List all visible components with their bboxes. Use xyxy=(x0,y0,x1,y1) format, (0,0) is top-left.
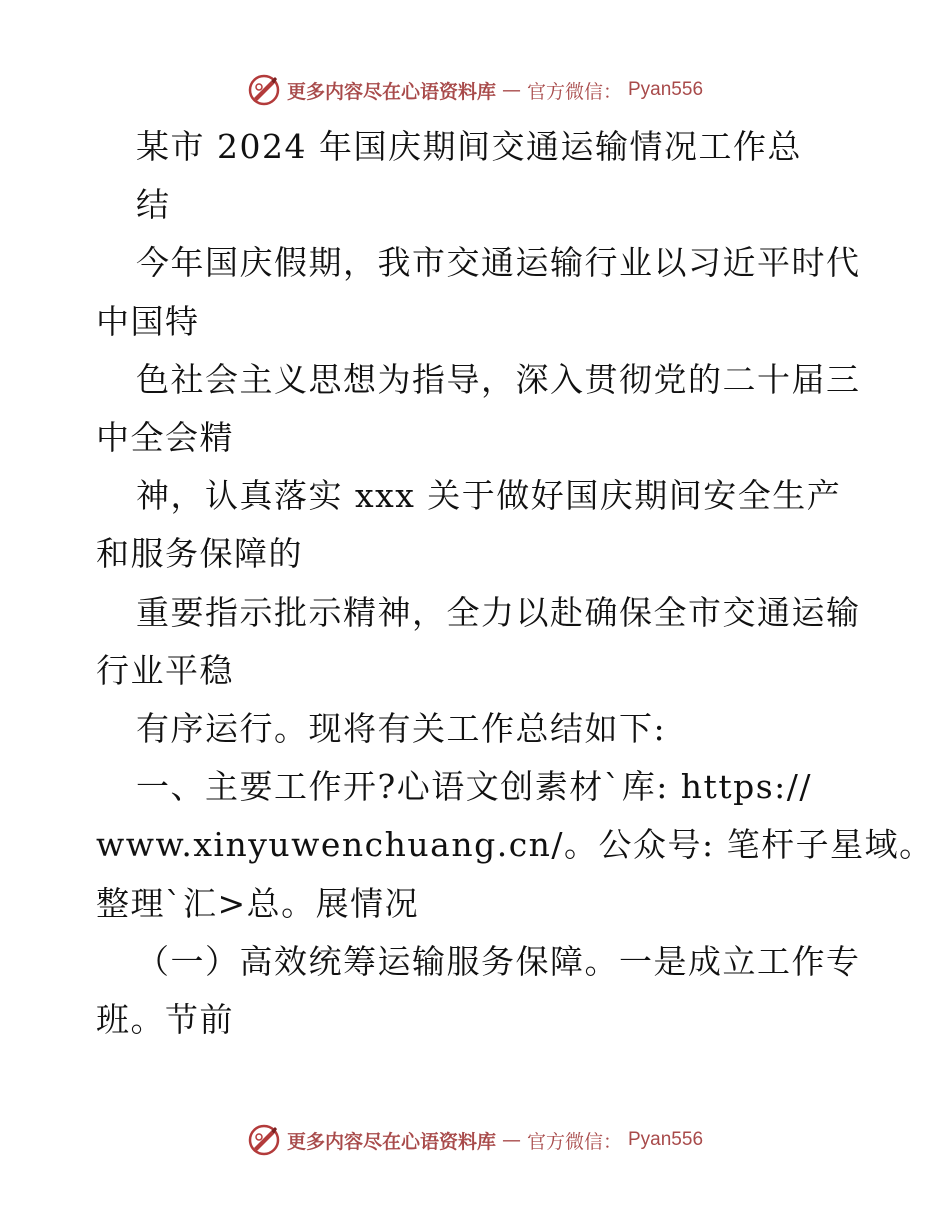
doc-title-line-2: 结 xyxy=(136,185,171,225)
watermark xyxy=(247,73,703,107)
body-line: 中全会精 xyxy=(96,418,234,458)
document-body xyxy=(96,118,934,1049)
watermark-wechat-label: 官方微信： xyxy=(526,80,622,103)
body-line: 和服务保障的 xyxy=(96,534,303,574)
body-line: 重要指示批示精神，全力以赴确保全市交通运输 xyxy=(136,592,861,632)
body-line: 有序运行。现将有关工作总结如下: xyxy=(136,709,667,749)
section-heading-line: 一、主要工作开?心语文创素材`库: https:// xyxy=(136,767,812,807)
watermark xyxy=(247,1123,703,1157)
watermark-wechat-id: Pyan556 xyxy=(628,1129,704,1150)
watermark-banner-bottom xyxy=(0,1120,950,1160)
body-line: www.xinyuwenchuang.cn/。公众号: 笔杆子星域。 xyxy=(96,825,934,865)
body-line: 今年国庆假期，我市交通运输行业以习近平时代 xyxy=(136,243,861,283)
body-line: 班。节前 xyxy=(96,1000,234,1040)
watermark-wechat-label: 官方微信： xyxy=(526,1130,622,1153)
body-line: 行业平稳 xyxy=(96,650,234,690)
watermark-main-text: 更多内容尽在心语资料库 xyxy=(286,80,496,103)
body-line: 中国特 xyxy=(96,301,200,341)
body-line: 色社会主义思想为指导，深入贯彻党的二十届三 xyxy=(136,359,861,399)
doc-title-line-1: 某市 2024 年国庆期间交通运输情况工作总 xyxy=(136,127,802,166)
watermark-dash: — xyxy=(501,1129,521,1151)
body-line: 神，认真落实 xxx 关于做好国庆期间安全生产 xyxy=(136,476,842,516)
watermark-main-text: 更多内容尽在心语资料库 xyxy=(286,1130,496,1153)
watermark-banner-top xyxy=(0,70,950,110)
watermark-wechat-id: Pyan556 xyxy=(628,79,704,100)
pen-logo-icon xyxy=(247,1123,281,1157)
watermark-dash: — xyxy=(501,79,521,101)
body-line: 整理`汇>总。展情况 xyxy=(96,883,420,923)
pen-logo-icon xyxy=(247,73,281,107)
subsection-heading-line: （一）高效统筹运输服务保障。一是成立工作专 xyxy=(136,941,861,981)
